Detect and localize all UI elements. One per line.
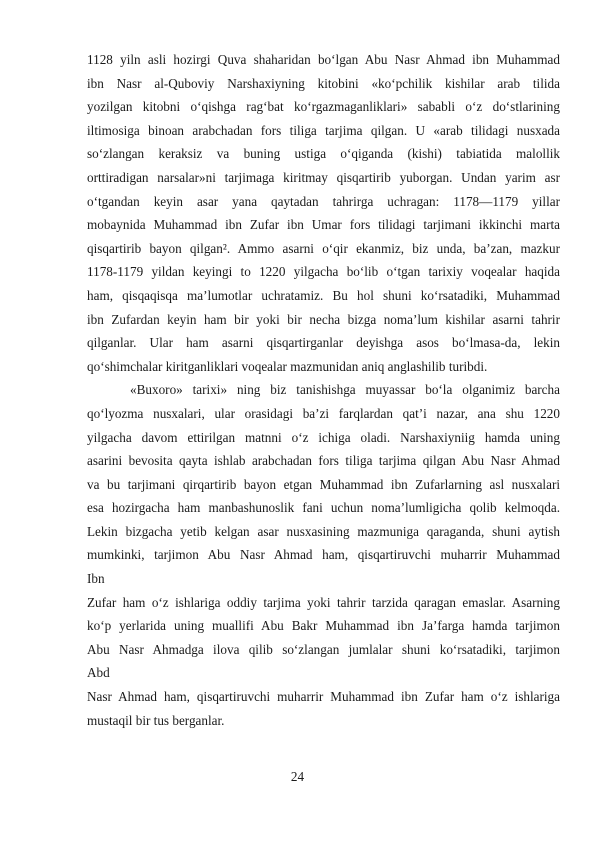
text-line: va bu tarjimani qirqartirib bayon etgan Muhammad ibn Zufarlarning asl nusxalari	[87, 476, 560, 492]
text-line: 1128 yiln asli hozirgi Quva shaharidan bo‘lgan Abu Nasr Ahmad ibn Muhammad	[87, 52, 560, 67]
text-line: Nasr Ahmad ham, qisqartiruvchi muharrir Muhammad ibn Zufar ham o‘z ishlariga	[87, 689, 560, 705]
text-line: orttiradigan narsalar»ni tarjimaga kiritmay qisqartirib yuborgan. Undan yarim asr	[87, 169, 560, 185]
text-line: Zufar ham o‘z ishlariga oddiy tarjima yoki tahrir tarzida qaragan emaslar. Asarning	[87, 594, 560, 610]
text-line: asarini bevosita qayta ishlab arabchadan fors tiliga tarjima qilgan Abu Nasr Ahmad	[87, 453, 560, 469]
paragraph-4	[87, 685, 560, 732]
text-line: qo‘shimchalar kiritganliklari voqealar mazmunidan aniq anglashilib turibdi.	[87, 358, 488, 374]
text-line: iltimosiga binoan arabchadan fors tiliga tarjima qilgan. U «arab tilidagi nusxada	[87, 122, 560, 138]
document-page	[87, 48, 560, 732]
paragraph-2	[87, 378, 560, 590]
text-line: yozilgan kitobni o‘qishga rag‘bat ko‘rgazmaganliklari» sababli o‘z do‘stlarining	[87, 99, 560, 115]
text-line: ibn Nasr al-Quboviy Narshaxiyning kitobini «ko‘pchilik kishilar arab tilida	[87, 75, 560, 91]
text-line: Abu Nasr Ahmadga ilova qilib so‘zlangan jumlalar shuni ko‘rsatadiki, tarjimon	[87, 641, 560, 657]
text-line: mumkinki, tarjimon Abu Nasr Ahmad ham, qisqartiruvchi muharrir Muhammad	[87, 547, 560, 563]
paragraph-3	[87, 591, 560, 685]
text-line: ko‘p yerlarida uning muallifi Abu Bakr Muhammad ibn Ja’farga hamda tarjimon	[87, 618, 560, 634]
text-line: Lekin bizgacha yetib kelgan asar nusxasining mazmuniga qaraganda, shuni aytish	[87, 523, 560, 539]
text-line: Abd	[87, 665, 110, 681]
page-number: 24	[290, 769, 305, 784]
text-line: esa hozirgacha ham manbashunoslik fani uchun noma’lumligicha qolib kelmoqda.	[87, 500, 560, 516]
text-line-with-footnote: qisqartirib bayon qilgan². Ammo asarni o‘qir ekanmiz, biz unda, ba’zan, mazkur	[87, 240, 560, 256]
text-line: so‘zlangan keraksiz va buning ustiga o‘qiganda (kishi) tabiatida malollik	[87, 146, 560, 162]
text-line: 1178-1179 yildan keyingi to 1220 yilgacha bo‘lib o‘tgan tarixiy voqealar haqida	[87, 264, 560, 280]
text-line: ham, qisqaqisqa ma’lumotlar uchratamiz. Bu hol shuni ko‘rsatadiki, Muhammad	[87, 287, 560, 303]
paragraph-1	[87, 48, 560, 378]
text-line: qilganlar. Ular ham asarni qisqartirganlar deyishga asos bo‘lmasa-da, lekin	[87, 335, 560, 351]
text-line: Ibn	[87, 571, 105, 587]
text-line: ibn Zufardan keyin ham bir yoki bir necha bizga noma’lum kishilar asarni tahrir	[87, 311, 560, 327]
text-line: «Buxoro» tarixi» ning biz tanishishga muyassar bo‘la olganimiz barcha	[130, 382, 560, 398]
text-line: o‘tgandan keyin asar yana qaytadan tahrirga uchragan: 1178—1179 yillar	[87, 193, 560, 209]
text-line: yilgacha davom ettirilgan matnni o‘z ichiga oladi. Narshaxiyniig hamda uning	[87, 429, 560, 445]
text-line: mobaynida Muhammad ibn Zufar ibn Umar fors tilidagi tarjimani ikkinchi marta	[87, 217, 560, 233]
text-line: qo‘lyozma nusxalari, ular orasidagi ba’zi farqlardan qat’i nazar, ana shu 1220	[87, 405, 560, 421]
text-line: mustaqil bir tus berganlar.	[87, 712, 225, 728]
